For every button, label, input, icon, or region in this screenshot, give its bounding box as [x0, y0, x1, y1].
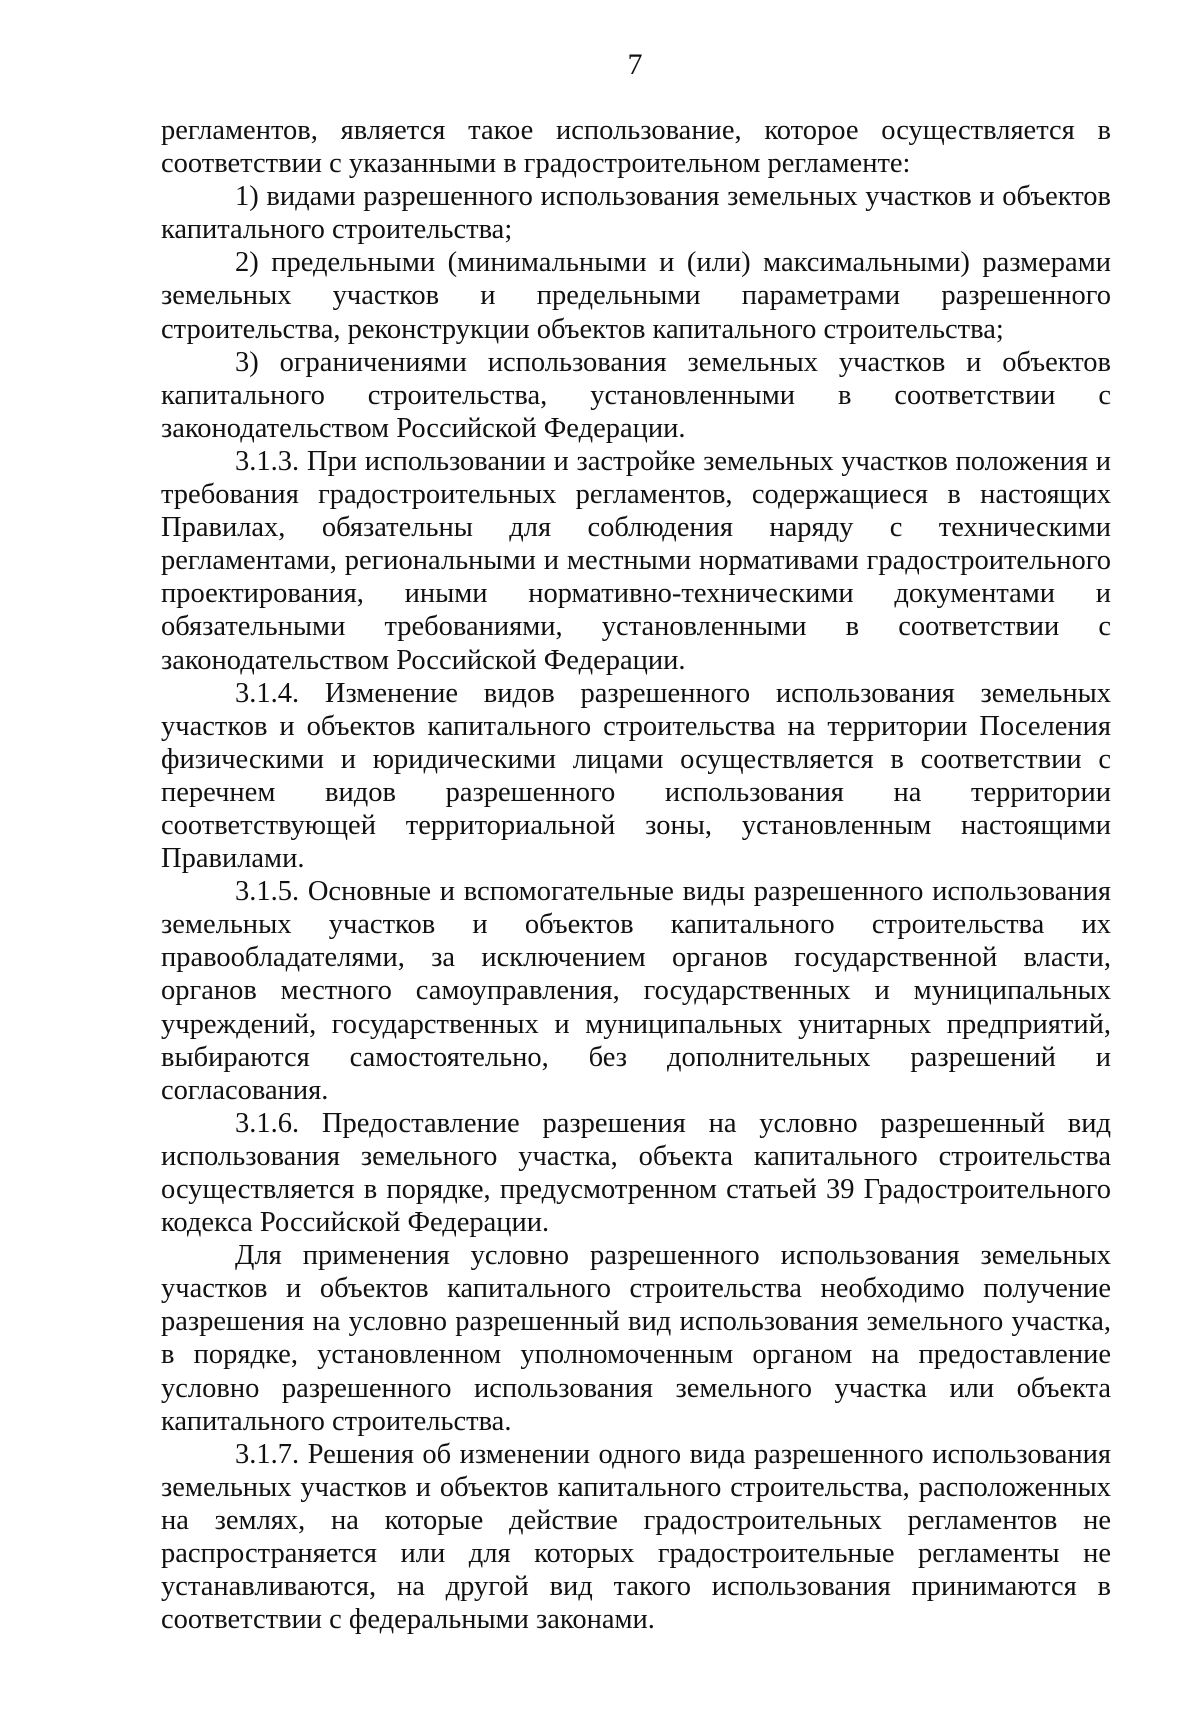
- clause-3-1-3: 3.1.3. При использовании и застройке земельных участков положения и требования градостроительных регламентов, содержащиеся в настоящих Правилах, обязательны для соблюдения наряду с техническими регламентами, региональными и местными нормативами градостроительного проектирования, иными нормативно-техническими документами и обязательными требованиями, установленными в соответствии с законодательством Российской Федерации.: [161, 445, 1111, 676]
- paragraph-conditional-use: Для применения условно разрешенного использования земельных участков и объектов капитального строительства необходимо получение разрешения на условно разрешенный вид использования земельного участка, в порядке, установленном уполномоченным органом на предоставление условно разрешенного использования земельного участка или объекта капитального строительства.: [161, 1240, 1111, 1437]
- list-item-3: 3) ограничениями использования земельных участков и объектов капитального строительства, установленными в соответствии с законодательством Российской Федерации.: [161, 346, 1111, 444]
- document-body: [161, 114, 1111, 1636]
- clause-3-1-4: 3.1.4. Изменение видов разрешенного использования земельных участков и объектов капитального строительства на территории Поселения физическими и юридическими лицами осуществляется в соответствии с перечнем видов разрешенного использования на территории соответствующей территориальной зоны, установленным настоящими Правилами.: [161, 677, 1111, 875]
- paragraph-continuation: регламентов, является такое использование, которое осуществляется в соответствии с указанными в градостроительном регламенте:: [161, 115, 1111, 180]
- clause-3-1-6: 3.1.6. Предоставление разрешения на условно разрешенный вид использования земельного участка, объекта капитального строительства осуществляется в порядке, предусмотренном статьей 39 Градостроительного кодекса Российской Федерации.: [161, 1107, 1111, 1239]
- page-number: 7: [627, 48, 643, 81]
- list-item-1: 1) видами разрешенного использования земельных участков и объектов капитального строительства;: [161, 181, 1111, 246]
- clause-3-1-5: 3.1.5. Основные и вспомогательные виды разрешенного использования земельных участков и объектов капитального строительства их правообладателями, за исключением органов государственной власти, органов местного самоуправления, государственных и муниципальных учреждений, государственных и муниципальных унитарных предприятий, выбираются самостоятельно, без дополнительных разрешений и согласования.: [161, 876, 1111, 1106]
- clause-3-1-7: 3.1.7. Решения об изменении одного вида разрешенного использования земельных участков и объектов капитального строительства, расположенных на землях, на которые действие градостроительных регламентов не распространяется или для которых градостроительные регламенты не устанавливаются, на другой вид такого использования принимаются в соответствии с федеральными законами.: [161, 1438, 1111, 1636]
- list-item-2: 2) предельными (минимальными и (или) максимальными) размерами земельных участков и предельными параметрами разрешенного строительства, реконструкции объектов капитального строительства;: [161, 247, 1111, 345]
